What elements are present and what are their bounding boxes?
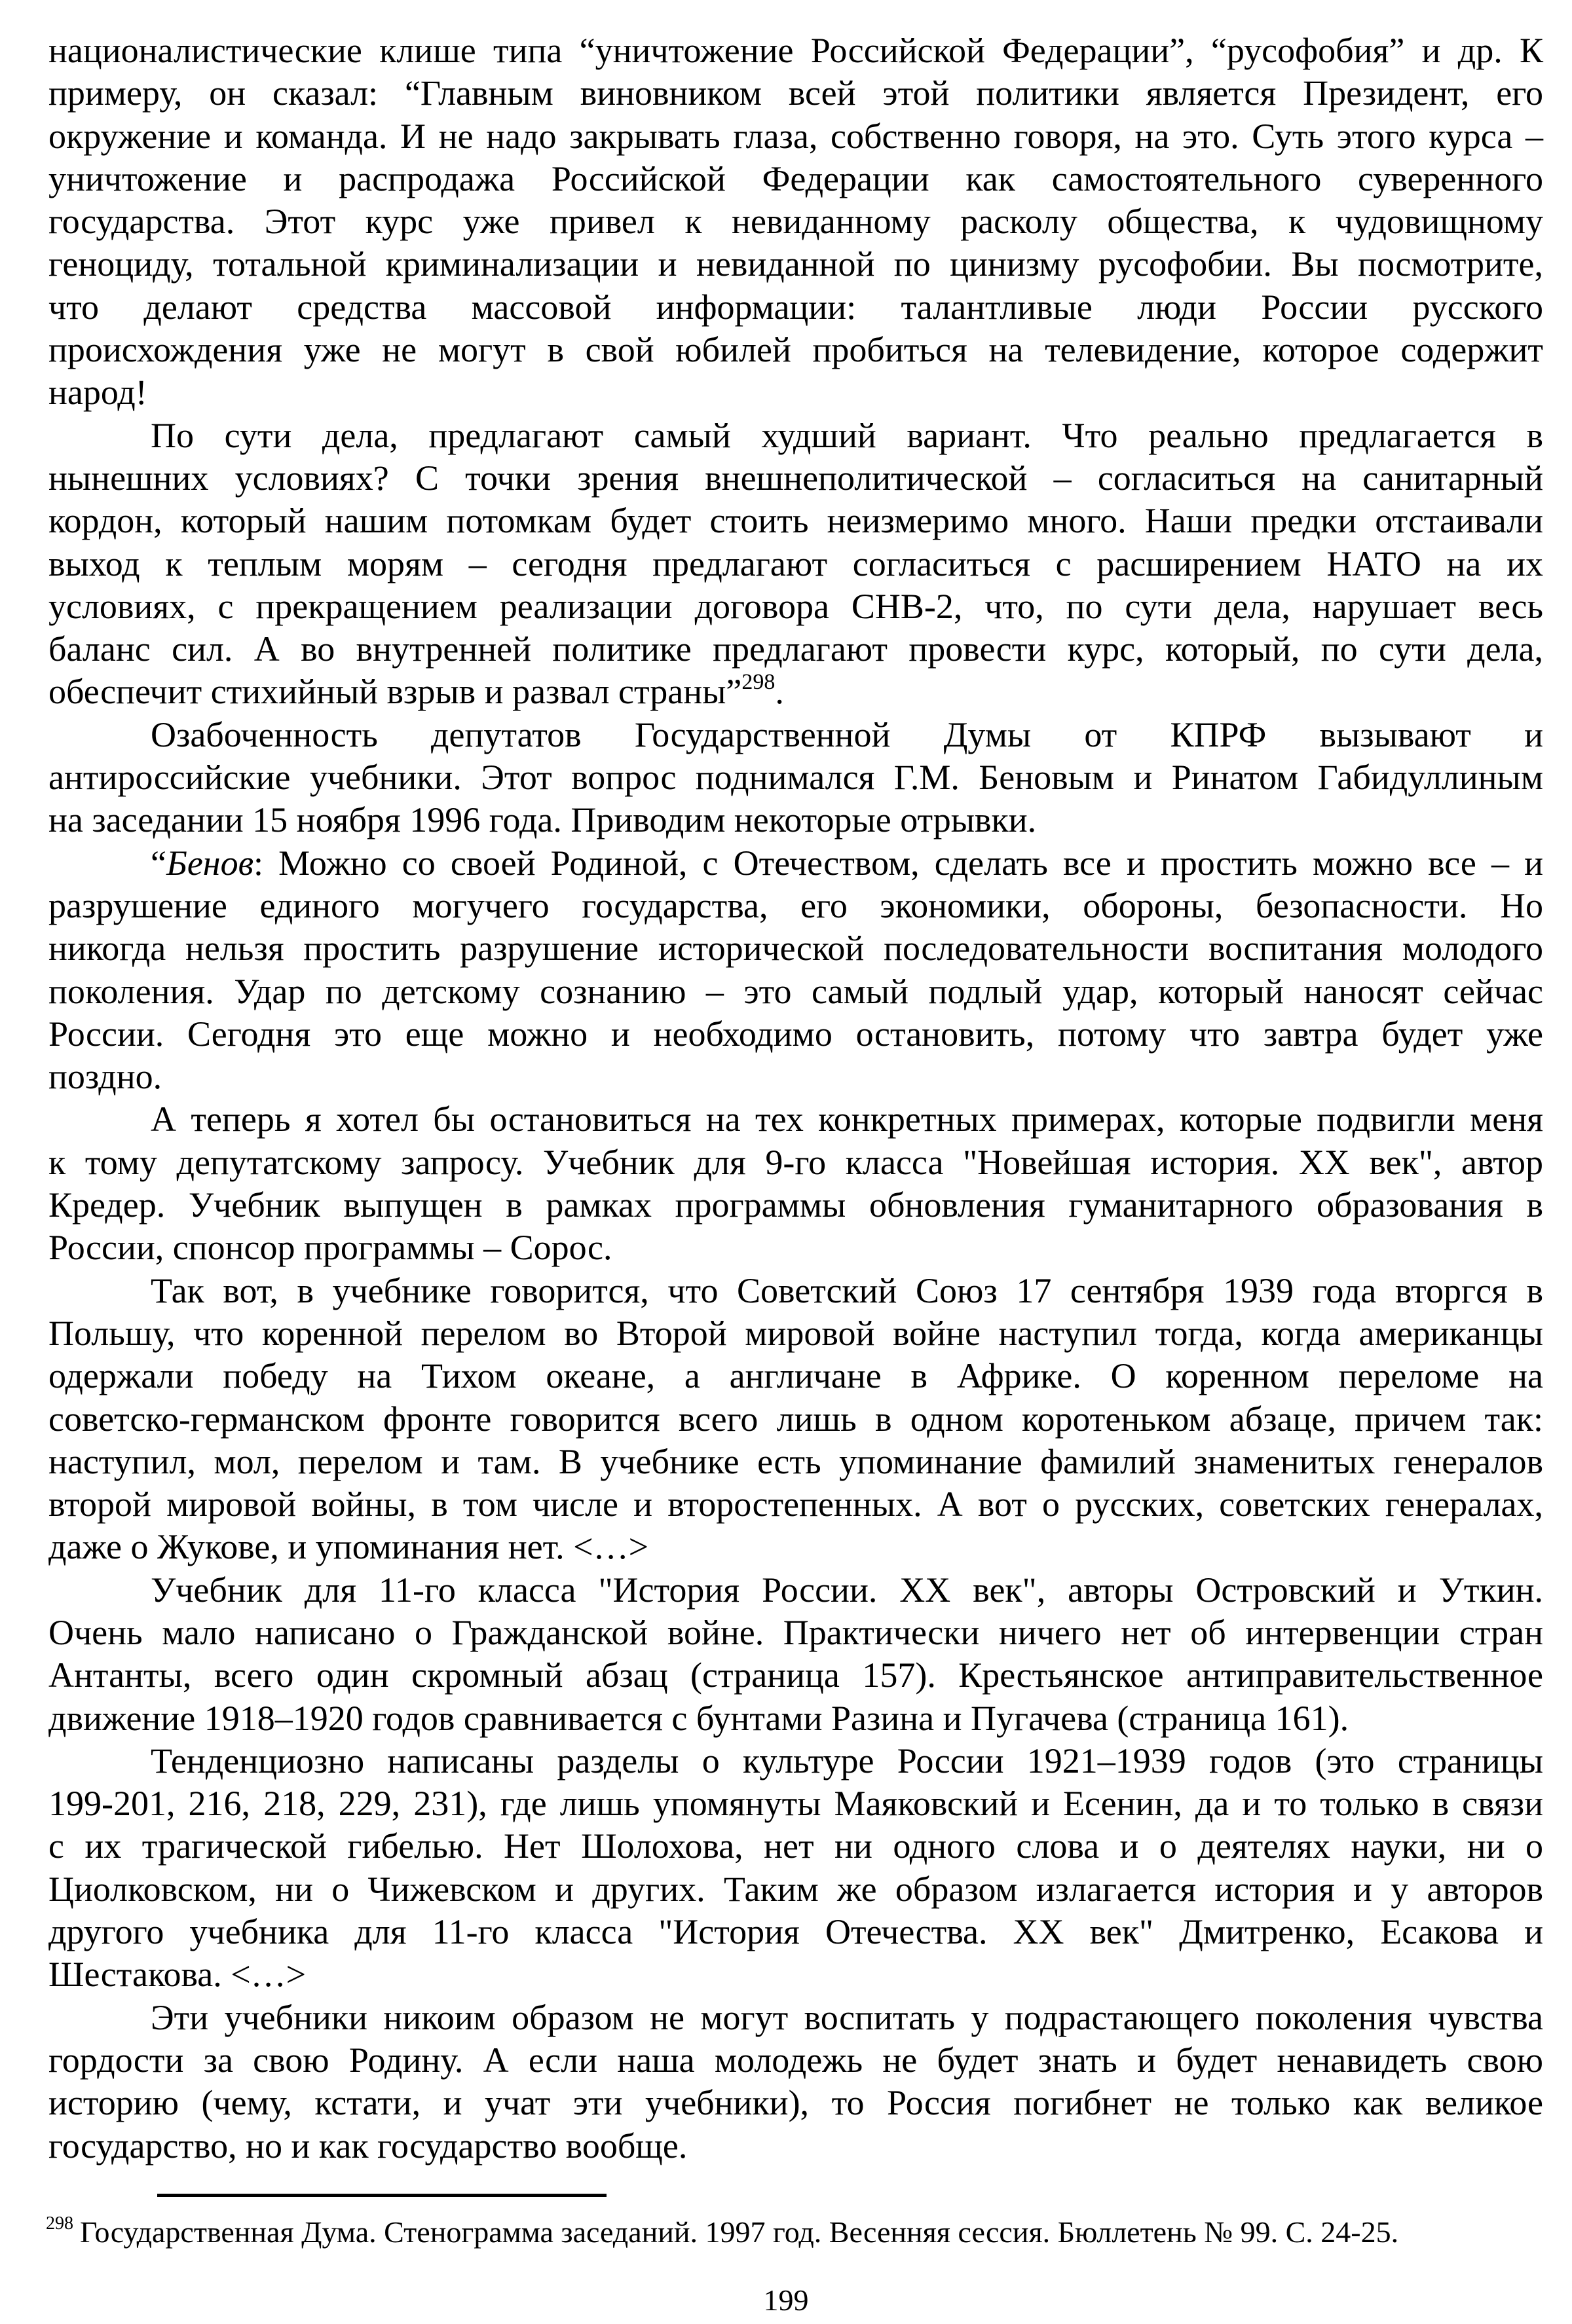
paragraph xyxy=(48,1740,1543,1997)
paragraph xyxy=(48,842,1543,1099)
text-line: А теперь я хотел бы остановиться на тех конкретных примерах, которые подвигли меня xyxy=(151,1099,1543,1139)
text-line: народ! xyxy=(48,373,147,413)
text-line: с их трагической гибелью. Нет Шолохова, нет ни одного слова и о деятелях науки, ни о xyxy=(48,1826,1543,1866)
text-line: условиях, с прекращением реализации договора СНВ-2, что, по сути дела, нарушает весь xyxy=(48,586,1543,626)
paragraph xyxy=(48,1098,1543,1269)
footnote-separator xyxy=(157,2194,607,2197)
text-line: По сути дела, предлагают самый худший вариант. Что реально предлагается в xyxy=(151,415,1543,455)
text-line: выход к теплым морям – сегодня предлагают согласиться с расширением НАТО на их xyxy=(48,544,1543,583)
text-line: к тому депутатскому запросу. Учебник для 9-го класса "Новейшая история. XX век", автор xyxy=(48,1142,1543,1182)
text-line: Тенденциозно написаны разделы о культуре России 1921–1939 годов (это страницы xyxy=(151,1741,1543,1780)
footnote-text: Государственная Дума. Стенограмма заседаний. 1997 год. Весенняя сессия. Бюллетень № 99. С. 24-25. xyxy=(80,2215,1399,2249)
text-line: на заседании 15 ноября 1996 года. Приводим некоторые отрывки. xyxy=(48,800,1037,840)
text-line: поколения. Удар по детскому сознанию – это самый подлый удар, который наносят сейчас xyxy=(48,971,1543,1011)
paragraph xyxy=(48,1569,1543,1740)
text-line: даже о Жукове, и упоминания нет. <…> xyxy=(48,1527,649,1567)
body-text xyxy=(48,29,1543,2167)
text-line: Эти учебники никоим образом не могут воспитать у подрастающего поколения чувства xyxy=(151,1997,1543,2037)
text-line: другого учебника для 11-го класса "История Отечества. XX век" Дмитренко, Есакова и xyxy=(48,1912,1543,1952)
text-line: гордости за свою Родину. А если наша молодежь не будет знать и будет ненавидеть свою xyxy=(48,2040,1543,2080)
text-line: Польшу, что коренной перелом во Второй мировой войне наступил тогда, когда американцы xyxy=(48,1313,1543,1353)
page-number: 199 xyxy=(763,2283,809,2317)
text-line: историю (чему, кстати, и учат эти учебники), то Россия погибнет не только как великое xyxy=(48,2083,1543,2123)
text-line: уничтожение и распродажа Российской Федерации как самостоятельного суверенного xyxy=(48,158,1543,198)
text-line xyxy=(48,671,1543,713)
text-line xyxy=(48,842,1543,885)
footnote-reference: 298 xyxy=(741,670,776,695)
text-segment: . xyxy=(775,672,784,712)
text-line: Кредер. Учебник выпущен в рамках программы обновления гуманитарного образования в xyxy=(48,1185,1543,1225)
paragraph xyxy=(48,714,1543,842)
text-line: разрушение единого могучего государства, его экономики, обороны, безопасности. Но xyxy=(48,885,1543,925)
text-line: советско-германском фронте говорится всего лишь в одном коротеньком абзаце, причем так: xyxy=(48,1399,1543,1439)
text-line: Учебник для 11-го класса "История России. XX век", авторы Островский и Уткин. xyxy=(151,1570,1543,1610)
text-line: Очень мало написано о Гражданской войне. Практически ничего нет об интервенции стран xyxy=(48,1612,1543,1652)
text-line: нынешних условиях? С точки зрения внешнеполитической – согласиться на санитарный xyxy=(48,458,1543,498)
text-segment: “ xyxy=(151,843,166,883)
text-line: Озабоченность депутатов Государственной Думы от КПРФ вызывают и xyxy=(151,714,1543,754)
text-line: государства. Этот курс уже привел к невиданному расколу общества, к чудовищному xyxy=(48,202,1543,242)
text-line: Шестакова. <…> xyxy=(48,1955,307,1995)
text-line: примеру, он сказал: “Главным виновником всей этой политики является Президент, его xyxy=(48,73,1543,113)
paragraph xyxy=(48,29,1543,415)
text-line: второй мировой войны, в том числе и второстепенных. А вот о русских, советских генералах, xyxy=(48,1485,1543,1524)
paragraph xyxy=(48,1270,1543,1569)
text-line: что делают средства массовой информации: талантливые люди России русского xyxy=(48,287,1543,327)
text-line: России, спонсор программы – Сорос. xyxy=(48,1228,612,1268)
text-line: окружение и команда. И не надо закрывать глаза, собственно говоря, на это. Суть этого курса – xyxy=(48,116,1543,156)
speaker-name: Бенов xyxy=(166,843,254,883)
footnote xyxy=(46,2213,1398,2249)
text-segment: обеспечит стихийный взрыв и развал страны” xyxy=(48,672,742,712)
text-line: наступил, мол, перелом и там. В учебнике есть упоминание фамилий знаменитых генералов xyxy=(48,1441,1543,1481)
text-line: движение 1918–1920 годов сравнивается с бунтами Разина и Пугачева (страница 161). xyxy=(48,1698,1349,1738)
text-segment: : Можно со своей Родиной, с Отечеством, сделать все и простить можно все – и xyxy=(253,843,1543,883)
text-line: поздно. xyxy=(48,1057,162,1097)
text-line: России. Сегодня это еще можно и необходимо остановить, потому что завтра будет уже xyxy=(48,1014,1543,1054)
footnote-number: 298 xyxy=(46,2213,73,2234)
text-line: антироссийские учебники. Этот вопрос поднимался Г.М. Беновым и Ринатом Габидуллиным xyxy=(48,758,1543,798)
text-line: Циолковском, ни о Чижевском и других. Таким же образом излагается история и у авторов xyxy=(48,1869,1543,1909)
paragraph xyxy=(48,1997,1543,2167)
text-line: никогда нельзя простить разрушение исторической последовательности воспитания молодого xyxy=(48,929,1543,968)
text-line: одержали победу на Тихом океане, а англичане в Африке. О коренном переломе на xyxy=(48,1356,1543,1396)
text-line: Антанты, всего один скромный абзац (страница 157). Крестьянское антиправительственное xyxy=(48,1655,1543,1695)
text-line: кордон, который нашим потомкам будет стоить неизмеримо много. Наши предки отстаивали xyxy=(48,501,1543,541)
text-line: происхождения уже не могут в свой юбилей пробиться на телевидение, которое содержит xyxy=(48,330,1543,370)
text-line: Так вот, в учебнике говорится, что Советский Союз 17 сентября 1939 года вторгся в xyxy=(151,1270,1543,1310)
text-line: националистические клише типа “уничтожение Российской Федерации”, “русофобия” и др. К xyxy=(48,31,1543,70)
text-line: геноциду, тотальной криминализации и невиданной по цинизму русофобии. Вы посмотрите, xyxy=(48,244,1543,284)
text-line: баланс сил. А во внутренней политике предлагают провести курс, который, по сути дела, xyxy=(48,629,1543,669)
paragraph xyxy=(48,415,1543,714)
text-line: 199-201, 216, 218, 229, 231), где лишь упомянуты Маяковский и Есенин, да и то только в связи xyxy=(48,1784,1543,1824)
text-line: государство, но и как государство вообще. xyxy=(48,2126,688,2166)
